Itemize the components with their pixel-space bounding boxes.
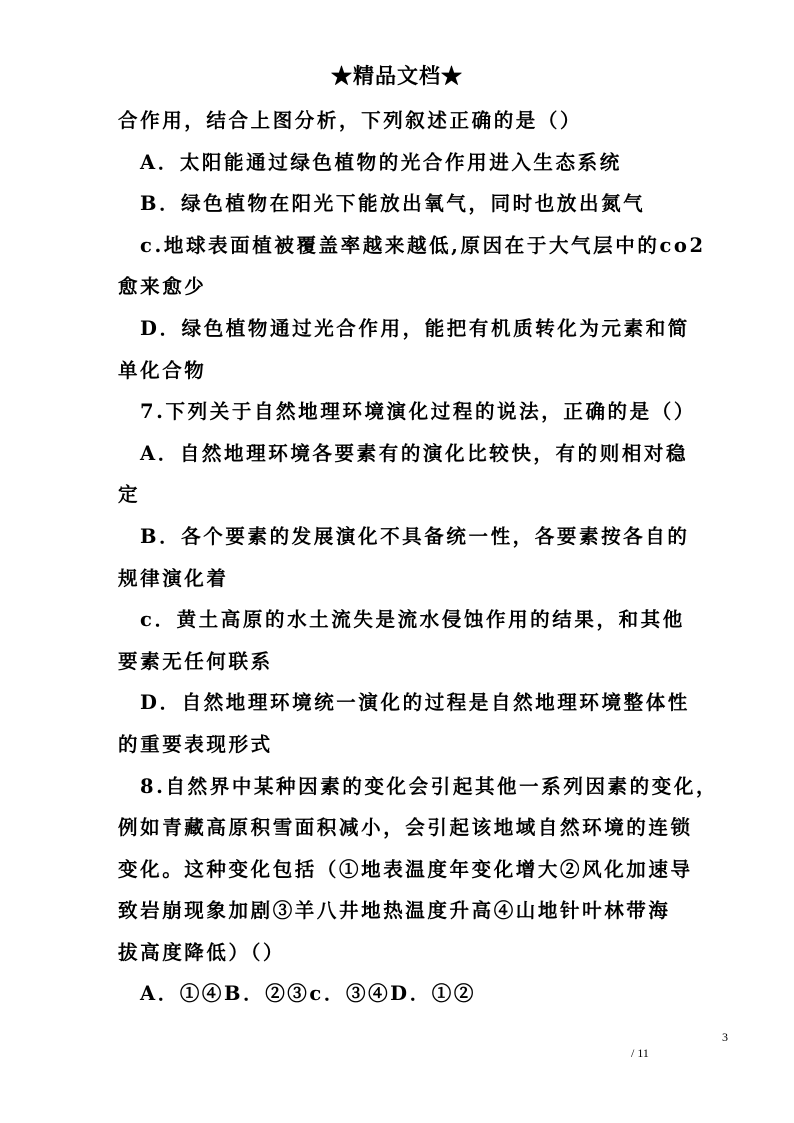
text-line: A．①④B．②③c．③④D．①② [140,982,476,1006]
page-number: 3 [722,1030,728,1044]
text-line: A．太阳能通过绿色植物的光合作用进入生态系统 [140,150,622,174]
document-header-title: ★精品文档★ [331,63,463,88]
text-line: c．黄土高原的水土流失是流水侵蚀作用的结果，和其他 [140,608,685,632]
text-line: 致岩崩现象加剧③羊八井地热温度升高④山地针叶林带海 [118,899,671,923]
text-line: B．绿色植物在阳光下能放出氧气，同时也放出氮气 [140,192,646,216]
text-line: 合作用，结合上图分析，下列叙述正确的是（） [118,109,583,132]
text-line: 单化合物 [118,358,207,382]
text-line: A．自然地理环境各要素有的演化比较快，有的则相对稳 [140,441,689,465]
text-line: 变化。这种变化包括（①地表温度年变化增大②风化加速导 [118,857,693,881]
text-line: 的重要表现形式 [118,732,273,756]
text-line: D．绿色植物通过光合作用，能把有机质转化为元素和简 [140,316,690,340]
text-line: 规律演化着 [118,566,229,590]
text-line: 例如青藏高原积雪面积减小，会引起该地域自然环境的连锁 [118,816,693,840]
text-line: 拔高度降低）（） [118,940,286,964]
text-line: 8.自然界中某种因素的变化会引起其他一系列因素的变化， [140,774,719,798]
text-line: 7.下列关于自然地理环境演化过程的说法，正确的是（） [140,400,696,424]
document-body [118,100,719,1015]
text-line: c.地球表面植被覆盖率越来越低,原因在于大气层中的co2 [140,233,706,257]
text-line: 要素无任何联系 [118,649,273,673]
text-line: D．自然地理环境统一演化的过程是自然地理环境整体性 [140,691,690,715]
text-line: B．各个要素的发展演化不具备统一性，各要素按各自的 [140,524,690,548]
text-line: 愈来愈少 [118,275,207,299]
text-line: 定 [118,483,141,507]
page-total: / 11 [631,1046,649,1060]
